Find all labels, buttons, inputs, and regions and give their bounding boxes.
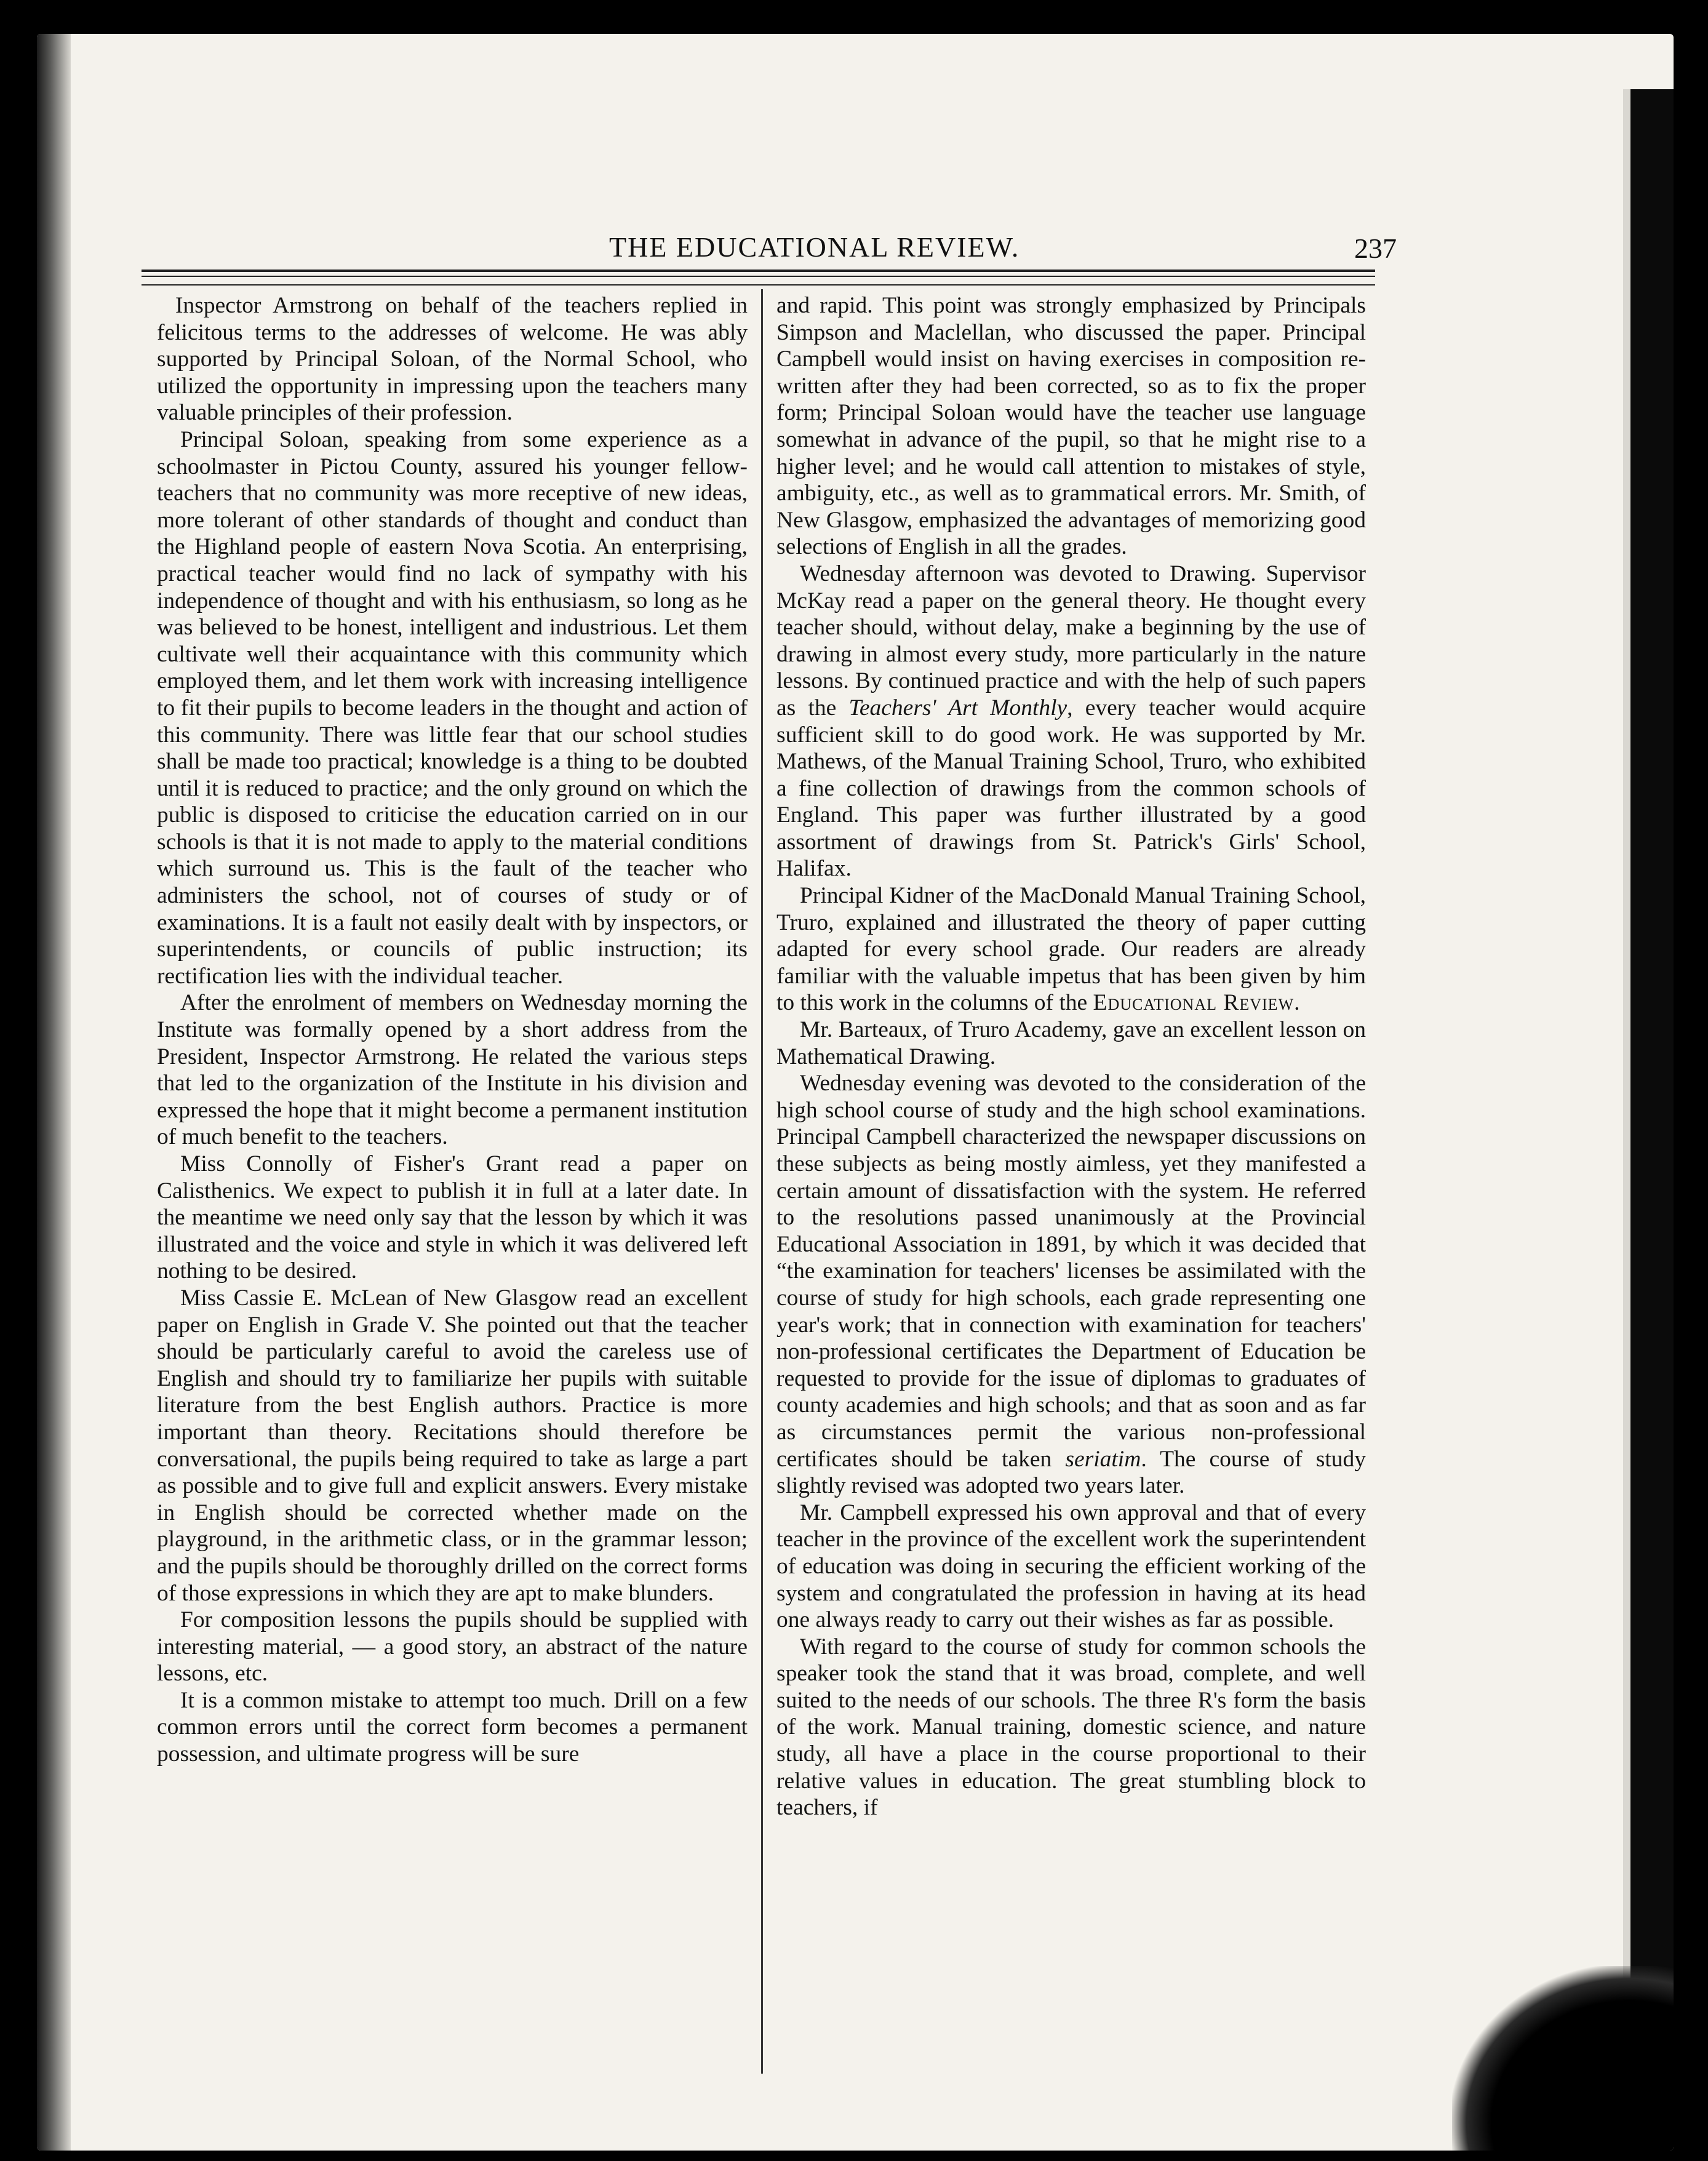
left-column (157, 292, 748, 2089)
paragraph: For composition lessons the pupils should be supplied with interesting material, — a good story, an abstract of the nature lessons, etc. (157, 1607, 748, 1687)
header-rule (142, 284, 1375, 286)
paragraph: Miss Connolly of Fisher's Grant read a paper on Calisthenics. We expect to publish it in full at a later date. In the meantime we need only say that the lesson by which it was illustrated and the voice and style in which it was delivered left nothing to be desired. (157, 1151, 748, 1284)
text-run: . The course of study slightly revised was adopted two years later. (776, 1446, 1366, 1499)
page-number: 237 (1354, 233, 1397, 264)
paragraph (776, 882, 1366, 1017)
paragraph: Inspector Armstrong on behalf of the teachers replied in felicitous terms to the addresses of welcome. He was ably supported by Principal Soloan, of the Normal School, who utilized the opportunity in impressing upon the teachers many valuable principles of their profession. (157, 293, 748, 426)
text-run: Wednesday evening was devoted to the consideration of the high school course of study and the high school examinations. Principal Campbell characterized the newspaper discussions on these subjects as being mostly aimless, yet they manifested a certain amount of dissatisfaction with the system. He referred to the resolutions passed unanimously at the Provincial Educational Association in 1891, by which it was decided that “the examination for teachers' licenses be assimilated with the course of study for high schools, each grade representing one year's work; that in connection with examination for teachers' non-professional certificates the Department of Education be requested to provide for the issue of diplomas to graduates of county academies and high schools; and that as soon and as far as circumstances permit the various non-professional certificates should be taken (776, 1071, 1366, 1472)
column-divider (761, 289, 763, 2074)
running-header (142, 194, 1397, 268)
paragraph: With regard to the course of study for common schools the speaker took the stand that it was broad, complete, and well suited to the needs of our schools. The three R's form the basis of the work. Manual training, domestic science, and nature study, all have a place in the course proportional to their relative values in education. The great stumbling block to teachers, if (776, 1634, 1366, 1821)
binding-shadow (37, 34, 71, 2151)
paragraph: After the enrolment of members on Wednesday morning the Institute was formally opened by a short address from the President, Inspector Armstrong. He related the various steps that led to the organization of the Institute in his division and expressed the hope that it might become a permanent institution of much benefit to the teachers. (157, 990, 748, 1150)
header-rule (142, 270, 1375, 272)
journal-name: Educational Review (1093, 990, 1295, 1016)
page-edge (1630, 89, 1674, 2089)
paragraph: Principal Soloan, speaking from some experience as a schoolmaster in Pictou County, assured his younger fellow-teachers that no community was more receptive of new ideas, more tolerant of other standards of thought and conduct than the Highland people of eastern Nova Scotia. An enterprising, practical teacher would find no lack of sympathy with his independence of thought and with his enthusiasm, so long as he was believed to be honest, intelligent and industrious. Let them cultivate well their acquaintance with this community which employed them, and let them work with increasing intelligence to fit their pupils to become leaders in the thought and action of this community. There was little fear that our school studies shall be made too practical; knowledge is a thing to be doubted until it is reduced to practice; and the only ground on which the public is disposed to criticise the education carried on in our schools is that it is not made to apply to the material conditions which surround us. This is the fault of the teacher who administers the school, not of courses of study or of examinations. It is a fault not easily dealt with by inspectors, or superintendents, or councils of public instruction; its rectification lies with the individual teacher. (157, 426, 748, 989)
paragraph: Mr. Campbell expressed his own approval and that of every teacher in the province of the excellent work the superintendent of education was doing in securing the efficient working of the system and congratulated the profession in having at its head one always ready to carry out their wishes as far as possible. (776, 1500, 1366, 1633)
text-run: Principal Kidner of the MacDonald Manual Training School, Truro, explained and illustrated the theory of paper cutting adapted for every school grade. Our readers are already familiar with the valuable impetus that has been given by him to this work in the columns of the (776, 883, 1366, 1016)
paragraph: It is a common mistake to attempt too much. Drill on a few common errors until the correct form becomes a permanent possession, and ultimate progress will be sure (157, 1687, 748, 1767)
paragraph: and rapid. This point was strongly emphasized by Principals Simpson and Maclellan, who discussed the paper. Principal Campbell would insist on having exercises in composition re-written after they had been corrected, so as to fix the proper form; Principal Soloan would have the teacher use language somewhat in advance of the pupil, so that he might rise to a higher level; and he would call attention to mistakes of style, ambiguity, etc., as well as to grammatical errors. Mr. Smith, of New Glasgow, emphasized the advantages of memorizing good selections of English in all the grades. (776, 293, 1366, 560)
header-rule (142, 276, 1375, 277)
paragraph (776, 561, 1366, 882)
right-column (776, 292, 1366, 2089)
text-run: , every teacher would acquire sufficient skill to do good work. He was supported by Mr. Mathews, of the Manual Training School, Truro, who exhibited a fine collection of drawings from the common schools of England. This paper was further illustrated by a good assortment of drawings from St. Patrick's Girls' School, Halifax. (776, 695, 1366, 882)
paragraph (776, 1070, 1366, 1500)
periodical-title: Teachers' Art Monthly (848, 695, 1068, 721)
text-run: Wednesday afternoon was devoted to Drawing. Supervisor McKay read a paper on the general theory. He thought every teacher should, without delay, make a beginning by the use of drawing in almost every study, more particularly in the nature lessons. By continued practice and with the help of such papers as the (776, 561, 1366, 721)
paragraph: Mr. Barteaux, of Truro Academy, gave an excellent lesson on Mathematical Drawing. (776, 1017, 1366, 1069)
journal-title: THE EDUCATIONAL REVIEW. (609, 231, 1020, 263)
latin-term: seriatim (1065, 1446, 1141, 1472)
thumb-shadow (1452, 1966, 1674, 2151)
text-run: . (1294, 990, 1300, 1016)
paragraph: Miss Cassie E. McLean of New Glasgow read an excellent paper on English in Grade V. She pointed out that the teacher should be particularly careful to avoid the careless use of English and should try to familiarize her pupils with suitable literature from the best English authors. Practice is more important than theory. Recitations should therefore be conversational, the pupils being required to take as large a part as possible and to give full and explicit answers. Every mistake in English should be corrected whether made on the playground, in the arithmetic class, or in the grammar lesson; and the pupils should be thoroughly drilled on the correct forms of those expressions in which they are apt to make blunders. (157, 1285, 748, 1606)
